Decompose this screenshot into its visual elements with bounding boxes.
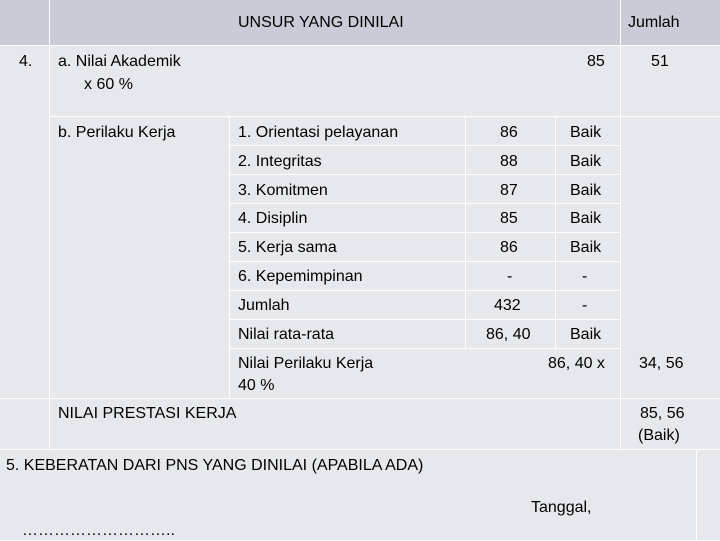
objection-date-label: Tanggal, — [531, 499, 592, 516]
behavior-score-3: 87 — [500, 182, 518, 199]
behavior-grade-8: Baik — [570, 326, 602, 343]
behavior-grade-7: - — [582, 297, 588, 314]
header-total-label: Jumlah — [628, 14, 680, 31]
performance-total-2: (Baik) — [638, 427, 680, 444]
behavior-label: b. Perilaku Kerja — [58, 124, 176, 141]
behavior-score-7: 432 — [494, 297, 521, 314]
behavior-grade-3: Baik — [570, 182, 602, 199]
behavior-grade-6: - — [582, 268, 588, 285]
behavior-final-total: 34, 56 — [639, 355, 684, 372]
behavior-name-8: Nilai rata-rata — [238, 326, 335, 343]
behavior-score-5: 86 — [500, 239, 518, 256]
behavior-final-label-1: Nilai Perilaku Kerja — [238, 355, 374, 372]
header-number-cell — [0, 0, 49, 45]
grade-divider — [555, 117, 556, 349]
behavior-score-8: 86, 40 — [486, 326, 531, 343]
behavior-score-1: 86 — [500, 124, 518, 141]
academic-total-cell — [621, 46, 720, 116]
academic-total: 51 — [651, 53, 669, 70]
behavior-name-4: 4. Disiplin — [238, 210, 308, 227]
behavior-score-4: 85 — [500, 210, 518, 227]
behavior-grade-1: Baik — [570, 124, 602, 141]
performance-number-cell — [0, 399, 49, 449]
performance-total-1: 85, 56 — [640, 405, 685, 422]
behavior-name-1: 1. Orientasi pelayanan — [238, 124, 399, 141]
behavior-name-7: Jumlah — [238, 297, 290, 314]
behavior-final-label-2: 40 % — [238, 377, 275, 394]
behavior-grade-4: Baik — [570, 210, 602, 227]
behavior-name-3: 3. Komitmen — [238, 182, 328, 199]
section-number: 4. — [19, 53, 33, 70]
behavior-grade-2: Baik — [570, 153, 602, 170]
behavior-name-6: 6. Kepemimpinan — [238, 268, 363, 285]
behavior-name-2: 2. Integritas — [238, 153, 322, 170]
academic-formula: x 60 % — [84, 76, 133, 93]
academic-label: a. Nilai Akademik — [58, 53, 181, 70]
behavior-score-6: - — [507, 268, 513, 285]
header-title: UNSUR YANG DINILAI — [238, 14, 404, 31]
objection-label: 5. KEBERATAN DARI PNS YANG DINILAI (APABILA ADA) — [6, 457, 424, 474]
objection-signature-dots: ……………………….. — [22, 522, 175, 539]
academic-value: 85 — [587, 53, 605, 70]
behavior-final-value: 86, 40 x — [548, 355, 605, 372]
objection-right-divider — [696, 450, 697, 540]
behavior-name-5: 5. Kerja sama — [238, 239, 337, 256]
number-cell — [0, 46, 49, 398]
performance-label: NILAI PRESTASI KERJA — [58, 405, 237, 422]
score-divider — [465, 117, 466, 349]
behavior-score-2: 88 — [500, 153, 518, 170]
behavior-grade-5: Baik — [570, 239, 602, 256]
behavior-label-cell — [50, 117, 229, 398]
